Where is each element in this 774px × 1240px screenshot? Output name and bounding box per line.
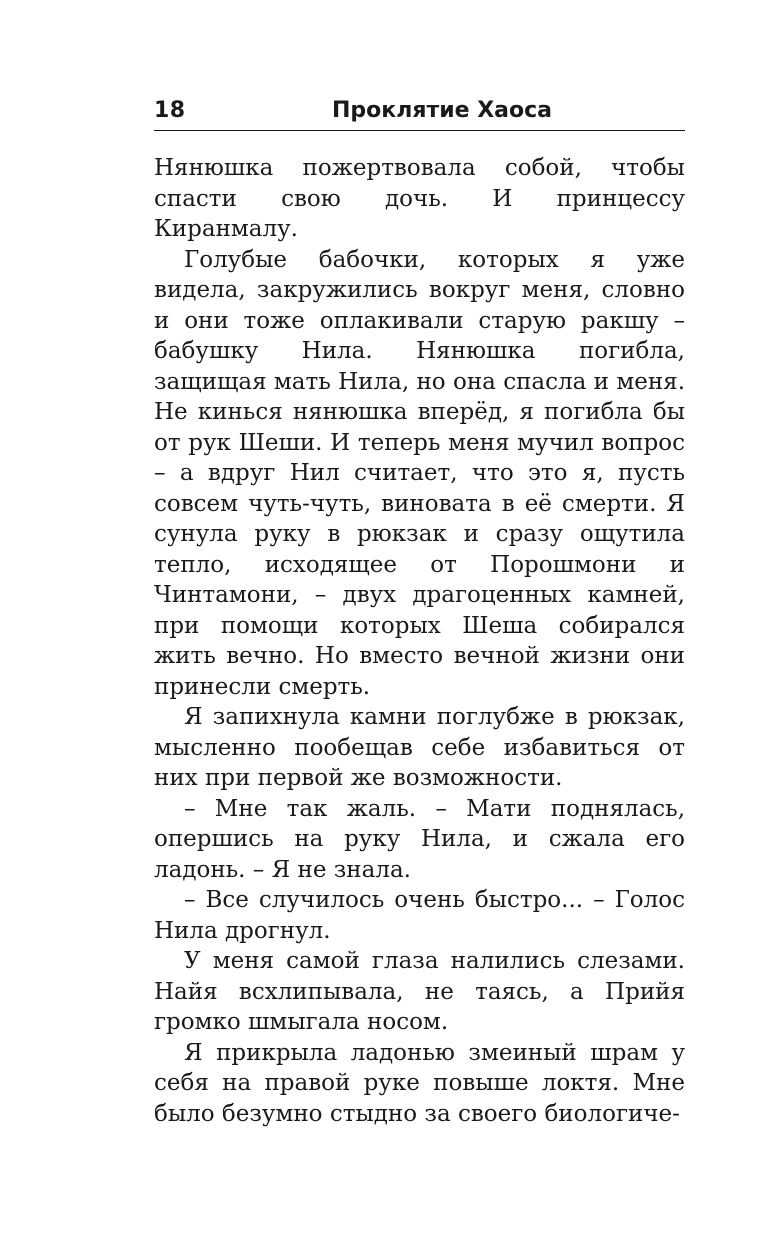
paragraph: У меня самой глаза налились слезами. Найя всхлипывала, не таясь, а Прийя громко шмыгала носом. <box>154 948 685 1035</box>
paragraph: – Мне так жаль. – Мати поднялась, опершись на руку Нила, и сжала его ладонь. – Я не знала. <box>154 795 685 883</box>
paragraph: Нянюшка пожертвовала собой, чтобы спасти свою дочь. И принцессу Киранмалу. <box>154 155 685 242</box>
page-number: 18 <box>154 98 186 123</box>
paragraph: Я запихнула камни поглубже в рюкзак, мысленно пообещав себе избавиться от них при первой же возможности. <box>154 704 685 791</box>
running-title: Проклятие Хаоса <box>332 98 552 123</box>
paragraph: – Все случилось очень быстро... – Голос Нила дрогнул. <box>154 887 685 944</box>
page-header <box>154 90 685 131</box>
paragraph: Я прикрыла ладонью змеиный шрам у себя на правой руке повыше локтя. Мне было безумно стыдно за своего биологиче- <box>154 1039 685 1127</box>
paragraph: Голубые бабочки, которых я уже видела, закружились вокруг меня, словно и они тоже оплакивали старую ракшу – бабушку Нила. Нянюшка погибла, защищая мать Нила, но она спасла и меня. Не кинься нянюшка вперёд, я погибла бы от рук Шеши. И теперь меня мучил вопрос – а вдруг Нил считает, что это я, пусть совсем чуть-чуть, виновата в её смерти. Я сунула руку в рюкзак и сразу ощутила тепло, исходящее от Порошмони и Чинтамони, – двух драгоценных камней, при помощи которых Шеша собирался жить вечно. Но вместо вечной жизни они принесли смерть. <box>154 246 685 700</box>
body-text <box>154 153 685 1129</box>
